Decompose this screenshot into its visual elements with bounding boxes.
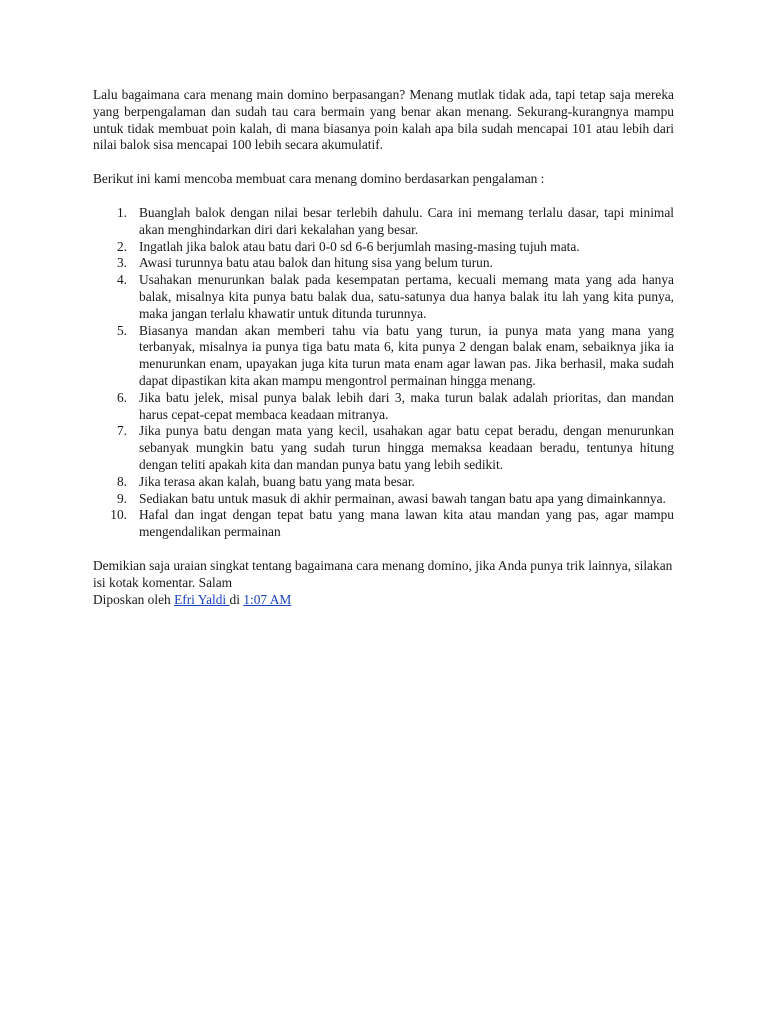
list-number: 7. <box>116 423 127 439</box>
list-number: 1. <box>116 204 127 220</box>
list-number: 8. <box>116 473 127 489</box>
list-item-text: Biasanya mandan akan memberi tahu via batu yang turun, ia punya mata yang mana yang terbanyak, misalnya ia punya tiga batu mata 6, kita punya 2 dengan balak enam, sebaiknya jika ia menurunkan enam, upayakan juga kita turun mata enam agar lawan pas. Jika berhasil, maka sudah dapat dipastikan kita akan mampu mengontrol permainan hingga menang. <box>139 322 674 388</box>
intro-paragraph: Lalu bagaimana cara menang main domino berpasangan? Menang mutlak tidak ada, tapi tetap saja mereka yang berpengalaman dan sudah tau cara bermain yang benar akan menang. Sekurang-kurangnya mampu untuk tidak membuat poin kalah, di mana biasanya poin kalah apa bila sudah mencapai 101 atau lebih dari nilai balok sisa mencapai 100 lebih secara akumulatif. <box>93 87 674 153</box>
list-item <box>93 507 674 541</box>
timestamp-link[interactable]: 1:07 AM <box>243 591 292 607</box>
list-item <box>93 390 674 424</box>
list-number: 2. <box>116 238 127 254</box>
list-number: 9. <box>116 490 127 506</box>
document-page <box>93 87 674 608</box>
list-number: 10. <box>110 507 127 523</box>
posted-by-line <box>93 592 674 609</box>
list-item <box>93 239 674 256</box>
closing-paragraph: Demikian saja uraian singkat tentang bagaimana cara menang domino, jika Anda punya trik lainnya, silakan isi kotak komentar. Salam <box>93 557 673 590</box>
author-link[interactable]: Efri Yaldi <box>174 591 230 607</box>
list-item-text: Jika batu jelek, misal punya balak lebih dari 3, maka turun balak adalah prioritas, dan mandan harus cepat-cepat membaca keadaan mitranya. <box>139 389 674 422</box>
list-item <box>93 323 674 390</box>
lead-paragraph: Berikut ini kami mencoba membuat cara menang domino berdasarkan pengalaman : <box>93 171 545 187</box>
list-item-text: Sediakan batu untuk masuk di akhir permainan, awasi bawah tangan batu apa yang dimainkannya. <box>139 490 666 506</box>
list-item <box>93 255 674 272</box>
list-number: 3. <box>116 255 127 271</box>
tips-list <box>93 205 674 541</box>
list-item-text: Ingatlah jika balok atau batu dari 0-0 sd 6-6 berjumlah masing-masing tujuh mata. <box>139 238 580 254</box>
list-item-text: Buanglah balok dengan nilai besar terlebih dahulu. Cara ini memang terlalu dasar, tapi minimal akan menghindarkan diri dari kekalahan yang besar. <box>139 204 674 237</box>
list-item <box>93 491 674 508</box>
list-item <box>93 272 674 322</box>
list-item-text: Jika punya batu dengan mata yang kecil, usahakan agar batu cepat beradu, dengan menurunkan sebanyak mungkin batu yang sudah turun hingga memaksa keadaan beradu, tentunya hitung dengan teliti apakah kita dan mandan punya batu yang lebih sedikit. <box>139 423 674 472</box>
list-item <box>93 423 674 473</box>
list-number: 4. <box>116 272 127 288</box>
list-item <box>93 474 674 491</box>
posted-middle: di <box>229 591 244 607</box>
list-item-text: Awasi turunnya batu atau balok dan hitung sisa yang belum turun. <box>139 255 493 271</box>
list-item-text: Jika terasa akan kalah, buang batu yang mata besar. <box>139 473 415 489</box>
list-number: 6. <box>116 389 127 405</box>
list-item-text: Hafal dan ingat dengan tepat batu yang mana lawan kita atau mandan yang pas, agar mampu mengendalikan permainan <box>139 507 674 540</box>
list-number: 5. <box>116 322 127 338</box>
list-item <box>93 205 674 239</box>
posted-prefix: Diposkan oleh <box>93 591 175 607</box>
list-item-text: Usahakan menurunkan balak pada kesempatan pertama, kecuali memang mata yang ada hanya balak, misalnya kita punya batu balak dua, satu-satunya dua hanya balak itu lah yang kita punya, maka jangan terlalu khawatir untuk ditunda turunnya. <box>139 272 674 321</box>
